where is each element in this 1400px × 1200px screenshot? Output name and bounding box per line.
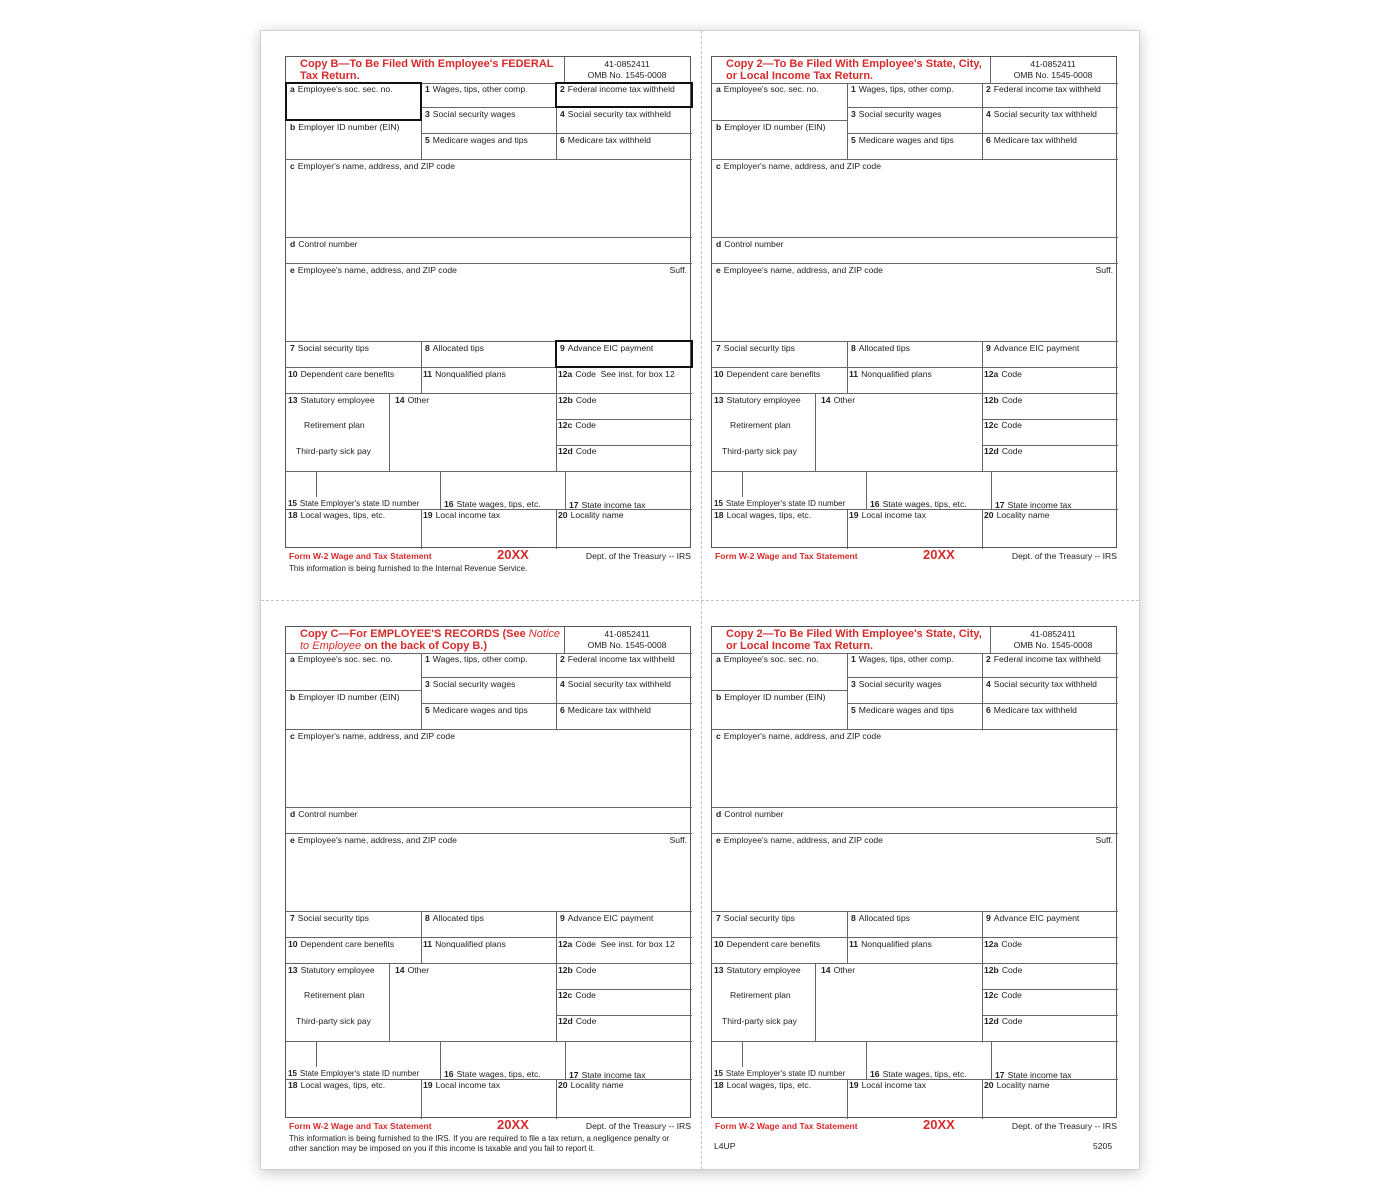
horizontal-perforation [261,600,1139,601]
omb-number: OMB No. 1545-0008 [587,640,667,650]
box-3-label: 3 Social security wages [425,679,516,689]
form-notice: This information is being furnished to the IRS. If you are required to file a tax return, a negligence penalty or other sanction may be imposed on you if this income is taxable and you fail to report it. [289,1134,670,1153]
box-b-label: b Employer ID number (EIN) [716,692,826,702]
form-grid [711,56,1117,548]
box-b-label: b Employer ID number (EIN) [290,122,400,132]
box-18-label: 18 Local wages, tips, etc. [714,510,812,520]
box-17-label: 17 State income tax [995,1070,1072,1080]
omb-number: OMB No. 1545-0008 [1013,640,1093,650]
box-e-label: e Employee's name, address, and ZIP code [290,835,457,845]
box-20-label: 20 Locality name [984,1080,1050,1090]
w2-laser-sheet [260,30,1140,1170]
box-15-label: 15 State Employer's state ID number [288,1069,420,1078]
box-6-label: 6 Medicare tax withheld [560,135,651,145]
sheet-code-right: 5205 [1093,1141,1113,1151]
box-e-label: e Employee's name, address, and ZIP code [716,265,883,275]
box-c-label: c Employer's name, address, and ZIP code [290,161,455,171]
box-12a-label: 12a Code [984,939,1022,949]
footer-dept: Dept. of the Treasury -- IRS [1011,551,1117,561]
box-4-label: 4 Social security tax withheld [986,109,1097,119]
box-12c-label: 12c Code [558,420,596,430]
box-7-label: 7 Social security tips [716,343,795,353]
suffix-label: Suff. [1095,265,1113,275]
footer-year: 20XX [497,547,529,562]
box-1-label: 1 Wages, tips, other comp. [425,84,528,94]
form-footer [711,1117,1117,1134]
highlight-box-9 [555,340,693,368]
box-11-label: 11 Nonqualified plans [423,939,506,949]
retirement-plan-label: Retirement plan [730,420,791,430]
box-7-label: 7 Social security tips [290,913,369,923]
box-a-label: a Employee's soc. sec. no. [290,654,393,664]
box-9-label: 9 Advance EIC payment [986,343,1080,353]
form-footer [285,547,691,564]
third-party-sick-pay-label: Third-party sick pay [296,1016,371,1026]
box-12d-label: 12d Code [984,446,1023,456]
footer-form-name: Form W-2 Wage and Tax Statement [715,1121,858,1131]
highlight-box-a [285,82,422,121]
omb-box [564,627,690,653]
box-a-label: a Employee's soc. sec. no. [716,654,819,664]
suffix-label: Suff. [669,835,687,845]
footer-year: 20XX [923,547,955,562]
omb-id: 41-0852411 [604,59,650,69]
box-17-label: 17 State income tax [569,1070,646,1080]
sheet-code-left: L4UP [714,1141,736,1151]
omb-id: 41-0852411 [1030,629,1076,639]
box-12b-label: 12b Code [558,965,597,975]
box-7-label: 7 Social security tips [716,913,795,923]
box-12b-label: 12b Code [984,965,1023,975]
box-19-label: 19 Local income tax [423,1080,501,1090]
box-16-label: 16 State wages, tips, etc. [444,1069,541,1079]
box-10-label: 10 Dependent care benefits [714,939,821,949]
box-a-label: a Employee's soc. sec. no. [716,84,819,94]
box-5-label: 5 Medicare wages and tips [851,135,954,145]
box-12a-label: 12a Code See inst. for box 12 [558,369,675,379]
suffix-label: Suff. [669,265,687,275]
w2-form-3 [285,626,691,1153]
box-12a-label: 12a Code See inst. for box 12 [558,939,675,949]
w2-form-1 [285,56,691,573]
box-6-label: 6 Medicare tax withheld [986,705,1077,715]
omb-id: 41-0852411 [1030,59,1076,69]
box-d-label: d Control number [290,239,358,249]
box-18-label: 18 Local wages, tips, etc. [288,1080,386,1090]
box-19-label: 19 Local income tax [849,510,927,520]
box-20-label: 20 Locality name [558,1080,624,1090]
box-10-label: 10 Dependent care benefits [288,939,395,949]
box-c-label: c Employer's name, address, and ZIP code [716,161,881,171]
box-8-label: 8 Allocated tips [851,913,910,923]
box-b-label: b Employer ID number (EIN) [290,692,400,702]
box-6-label: 6 Medicare tax withheld [986,135,1077,145]
form-grid [711,626,1117,1118]
omb-id: 41-0852411 [604,629,650,639]
form-notice: This information is being furnished to the Internal Revenue Service. [289,564,528,573]
box-c-label: c Employer's name, address, and ZIP code [716,731,881,741]
form-grid [285,626,691,1118]
highlight-box-2 [555,82,693,108]
box-13-label: 13 Statutory employee [288,395,375,405]
omb-number: OMB No. 1545-0008 [1013,70,1093,80]
box-13-label: 13 Statutory employee [288,965,375,975]
box-12d-label: 12d Code [558,446,597,456]
footer-form-name: Form W-2 Wage and Tax Statement [715,551,858,561]
box-18-label: 18 Local wages, tips, etc. [714,1080,812,1090]
third-party-sick-pay-label: Third-party sick pay [296,446,371,456]
box-15-label: 15 State Employer's state ID number [714,1069,846,1078]
box-2-label: 2 Federal income tax withheld [560,654,675,664]
box-13-label: 13 Statutory employee [714,965,801,975]
box-18-label: 18 Local wages, tips, etc. [288,510,386,520]
box-a-label: a Employee's soc. sec. no. [290,84,393,94]
box-12a-label: 12a Code [984,369,1022,379]
box-d-label: d Control number [290,809,358,819]
w2-form-4 [711,626,1117,1132]
copy-title: Copy B—To Be Filed With Employee's FEDERAL Tax Return. [300,58,554,82]
box-3-label: 3 Social security wages [851,109,942,119]
box-1-label: 1 Wages, tips, other comp. [425,654,528,664]
footer-dept: Dept. of the Treasury -- IRS [585,551,691,561]
box-4-label: 4 Social security tax withheld [986,679,1097,689]
box-16-label: 16 State wages, tips, etc. [870,1069,967,1079]
box-10-label: 10 Dependent care benefits [714,369,821,379]
box-12c-label: 12c Code [984,420,1022,430]
box-9-label: 9 Advance EIC payment [986,913,1080,923]
box-16-label: 16 State wages, tips, etc. [444,499,541,509]
box-5-label: 5 Medicare wages and tips [851,705,954,715]
copy-title: Copy 2—To Be Filed With Employee's State, City, or Local Income Tax Return. [726,628,982,652]
box-12d-label: 12d Code [984,1016,1023,1026]
third-party-sick-pay-label: Third-party sick pay [722,446,797,456]
box-b-label: b Employer ID number (EIN) [716,122,826,132]
box-8-label: 8 Allocated tips [425,343,484,353]
footer-dept: Dept. of the Treasury -- IRS [1011,1121,1117,1131]
box-14-label: 14 Other [821,965,856,975]
box-5-label: 5 Medicare wages and tips [425,705,528,715]
box-12d-label: 12d Code [558,1016,597,1026]
box-4-label: 4 Social security tax withheld [560,679,671,689]
box-2-label: 2 Federal income tax withheld [986,654,1101,664]
footer-dept: Dept. of the Treasury -- IRS [585,1121,691,1131]
box-14-label: 14 Other [821,395,856,405]
box-4-label: 4 Social security tax withheld [560,109,671,119]
omb-box [564,57,690,83]
box-17-label: 17 State income tax [569,500,646,510]
omb-box [990,627,1116,653]
copy-title: Copy C—For EMPLOYEE'S RECORDS (See Notice to Employee on the back of Copy B.) [300,628,560,652]
box-19-label: 19 Local income tax [849,1080,927,1090]
box-20-label: 20 Locality name [558,510,624,520]
box-15-label: 15 State Employer's state ID number [714,499,846,508]
box-16-label: 16 State wages, tips, etc. [870,499,967,509]
w2-form-2 [711,56,1117,562]
box-11-label: 11 Nonqualified plans [423,369,506,379]
box-e-label: e Employee's name, address, and ZIP code [290,265,457,275]
box-11-label: 11 Nonqualified plans [849,369,932,379]
box-14-label: 14 Other [395,395,430,405]
box-9-label: 9 Advance EIC payment [560,913,654,923]
box-d-label: d Control number [716,809,784,819]
box-20-label: 20 Locality name [984,510,1050,520]
box-d-label: d Control number [716,239,784,249]
box-15-label: 15 State Employer's state ID number [288,499,420,508]
retirement-plan-label: Retirement plan [304,990,365,1000]
form-footer [285,1117,691,1134]
box-5-label: 5 Medicare wages and tips [425,135,528,145]
box-3-label: 3 Social security wages [425,109,516,119]
box-2-label: 2 Federal income tax withheld [560,84,675,94]
suffix-label: Suff. [1095,835,1113,845]
box-c-label: c Employer's name, address, and ZIP code [290,731,455,741]
retirement-plan-label: Retirement plan [730,990,791,1000]
box-8-label: 8 Allocated tips [425,913,484,923]
box-12c-label: 12c Code [984,990,1022,1000]
box-17-label: 17 State income tax [995,500,1072,510]
box-6-label: 6 Medicare tax withheld [560,705,651,715]
footer-form-name: Form W-2 Wage and Tax Statement [289,551,432,561]
footer-year: 20XX [923,1117,955,1132]
retirement-plan-label: Retirement plan [304,420,365,430]
box-13-label: 13 Statutory employee [714,395,801,405]
box-7-label: 7 Social security tips [290,343,369,353]
box-14-label: 14 Other [395,965,430,975]
footer-year: 20XX [497,1117,529,1132]
third-party-sick-pay-label: Third-party sick pay [722,1016,797,1026]
box-9-label: 9 Advance EIC payment [560,343,654,353]
footer-form-name: Form W-2 Wage and Tax Statement [289,1121,432,1131]
box-11-label: 11 Nonqualified plans [849,939,932,949]
box-e-label: e Employee's name, address, and ZIP code [716,835,883,845]
form-footer [711,547,1117,564]
box-19-label: 19 Local income tax [423,510,501,520]
omb-number: OMB No. 1545-0008 [587,70,667,80]
box-12c-label: 12c Code [558,990,596,1000]
box-1-label: 1 Wages, tips, other comp. [851,84,954,94]
box-12b-label: 12b Code [984,395,1023,405]
box-1-label: 1 Wages, tips, other comp. [851,654,954,664]
box-2-label: 2 Federal income tax withheld [986,84,1101,94]
copy-title: Copy 2—To Be Filed With Employee's State, City, or Local Income Tax Return. [726,58,982,82]
omb-box [990,57,1116,83]
box-3-label: 3 Social security wages [851,679,942,689]
box-10-label: 10 Dependent care benefits [288,369,395,379]
box-8-label: 8 Allocated tips [851,343,910,353]
form-grid [285,56,691,548]
box-12b-label: 12b Code [558,395,597,405]
